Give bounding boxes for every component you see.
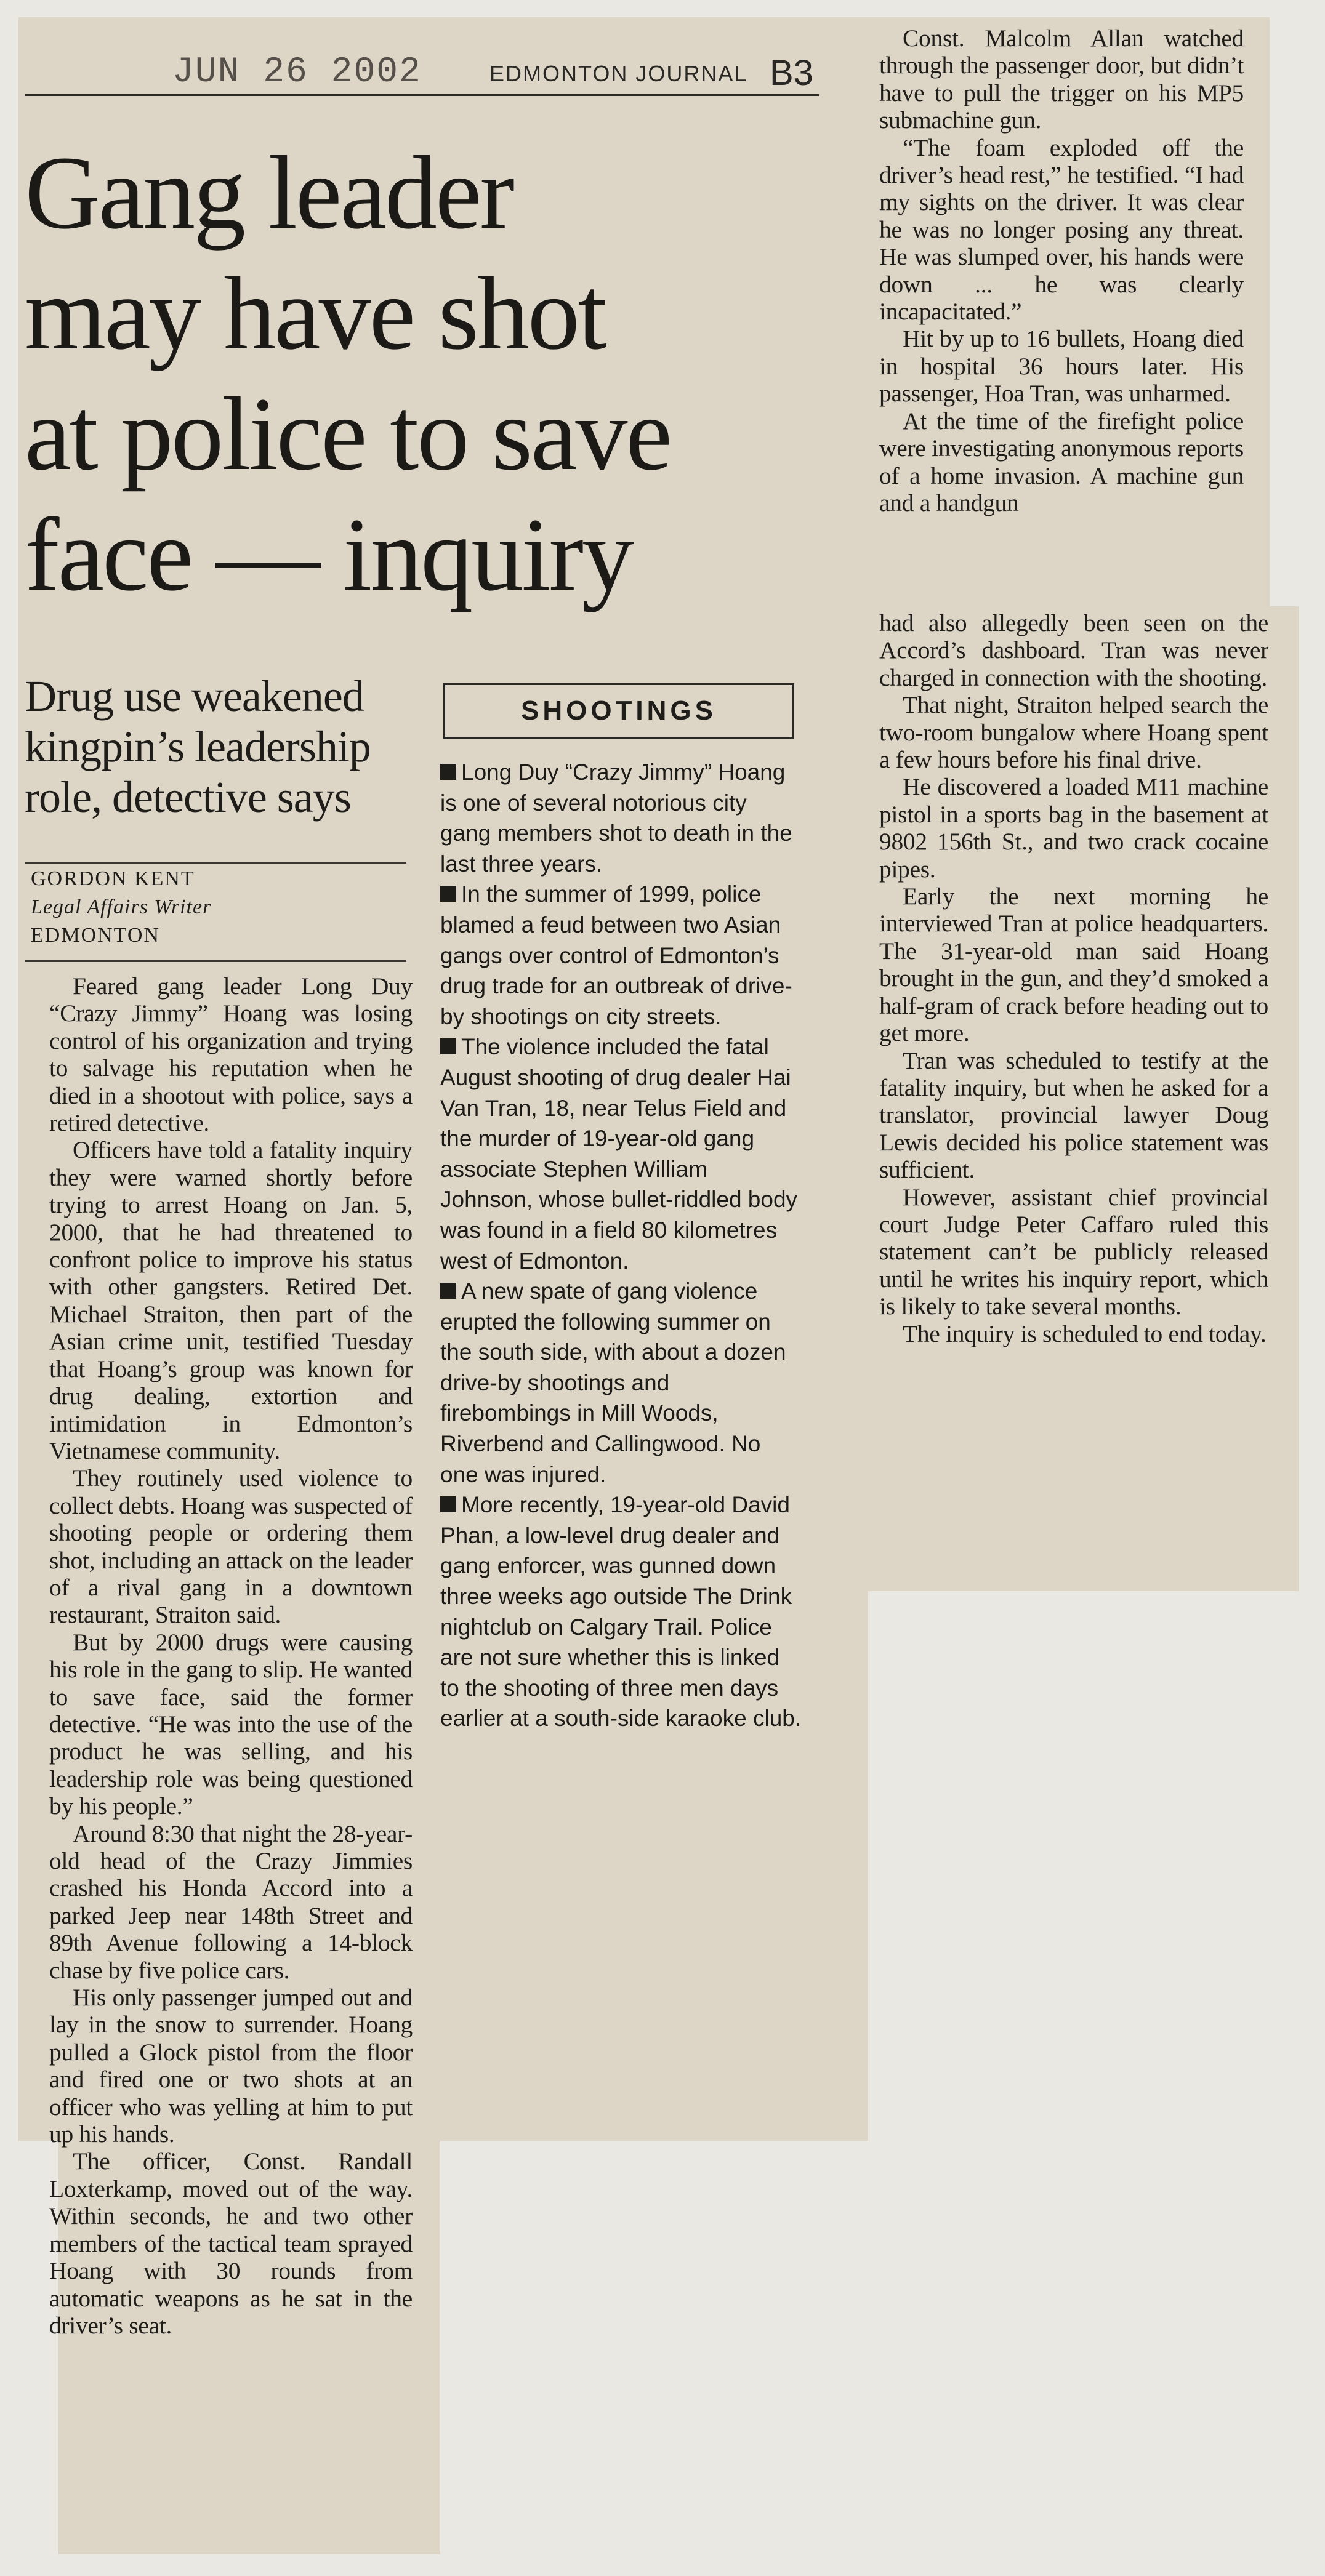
story-paragraph: Officers have told a fatality inquiry they were warned shortly before trying to arrest Hoang on Jan. 5, 2000, that he had threatened to confront police to improve his status with other gangsters. Retired Det. Michael Straiton, then part of the Asian crime unit, testified Tuesday that Hoang’s group was known for drug dealing, extortion and intimidation in Edmonton’s Vietnamese community. — [49, 1136, 413, 1464]
story-column-left — [49, 973, 413, 2339]
bullet-square-icon — [440, 886, 456, 902]
dateline — [25, 52, 819, 95]
story-paragraph: Tran was scheduled to testify at the fatality inquiry, but when he asked for a translator, provincial lawyer Doug Lewis decided his police statement was sufficient. — [879, 1046, 1268, 1184]
byline-rule — [25, 960, 406, 962]
headline-line: at police to save — [25, 376, 671, 492]
headline-line: Gang leader — [25, 135, 513, 251]
newspaper-name: EDMONTON JOURNAL — [489, 61, 748, 86]
story-paragraph: But by 2000 drugs were causing his role in the gang to slip. He wanted to save face, said the former detective. “He was into the use of the product he was selling, and his leadership role was being questioned by his people.” — [49, 1628, 413, 1820]
sidebar-label: SHOOTINGS — [443, 683, 794, 739]
story-paragraph: Const. Malcolm Allan watched through the passenger door, but didn’t have to pull the trigger on his MP5 submachine gun. — [879, 25, 1244, 134]
bullet-square-icon — [440, 764, 456, 780]
story-paragraph: Early the next morning he interviewed Tran at police headquarters. The 31-year-old man said Hoang brought in the gun, and they’d smoked a half-gram of crack before heading out to get more. — [879, 883, 1268, 1047]
headline-line: may have shot — [25, 255, 605, 371]
sidebar-item — [440, 879, 803, 1032]
story-paragraph: His only passenger jumped out and lay in the snow to surrender. Hoang pulled a Glock pistol from the floor and fired one or two shots at an officer who was yelling at him to put up his hands. — [49, 1984, 413, 2148]
story-paragraph: That night, Straiton helped search the two-room bungalow where Hoang spent a few hours before his final drive. — [879, 691, 1268, 774]
sidebar-item — [440, 1276, 803, 1490]
story-paragraph: However, assistant chief provincial court Judge Peter Caffaro ruled this statement can’t be publicly released until he writes his inquiry report, which is likely to take several months. — [879, 1183, 1268, 1320]
byline-author: GORDON KENT — [31, 867, 195, 890]
story-column-right-continuation — [879, 609, 1268, 1347]
page-number: B3 — [770, 53, 813, 93]
sidebar-item-text: Long Duy “Crazy Jimmy” Hoang is one of several notorious city gang members shot to death in the last three years. — [440, 760, 792, 877]
headline — [25, 132, 837, 615]
subheadline-line: kingpin’s leadership — [25, 722, 371, 771]
sidebar-item-text: More recently, 19-year-old David Phan, a low-level drug dealer and gang enforcer, was gunned down three weeks ago outside The Drink nightclub on Calgary Trail. Police are not sure whether this is linked to the shooting of three men days earlier at a south-side karaoke club. — [440, 1492, 802, 1731]
bullet-square-icon — [440, 1038, 456, 1054]
sidebar-item-text: In the summer of 1999, police blamed a feud between two Asian gangs over control of Edmonton’s drug trade for an outbreak of drive-by shootings on city streets. — [440, 881, 792, 1029]
story-paragraph: The officer, Const. Randall Loxterkamp, moved out of the way. Within seconds, he and two other members of the tactical team sprayed Hoang with 30 rounds from automatic weapons as he sat in the driver’s seat. — [49, 2148, 413, 2339]
story-paragraph: had also allegedly been seen on the Accord’s dashboard. Tran was never charged in connection with the shooting. — [879, 609, 1268, 691]
dateline-rule — [25, 94, 819, 96]
subheadline-line: role, detective says — [25, 772, 351, 822]
story-paragraph: Hit by up to 16 bullets, Hoang died in hospital 36 hours later. His passenger, Hoa Tran, was unharmed. — [879, 325, 1244, 407]
headline-line: face — inquiry — [25, 497, 633, 612]
bullet-square-icon — [440, 1283, 456, 1299]
story-column-right-top — [879, 25, 1244, 516]
byline-role: Legal Affairs Writer — [31, 896, 212, 918]
sidebar-shootings — [440, 757, 803, 1734]
date-stamp: JUN 26 2002 — [172, 52, 422, 92]
byline-location: EDMONTON — [31, 924, 160, 947]
subheadline — [25, 671, 406, 822]
byline — [31, 865, 400, 950]
byline-rule — [25, 862, 406, 864]
story-paragraph: At the time of the firefight police were investigating anonymous reports of a home invasion. A machine gun and a handgun — [879, 407, 1244, 516]
subheadline-line: Drug use weakened — [25, 672, 364, 721]
sidebar-item — [440, 1490, 803, 1734]
story-paragraph: “The foam exploded off the driver’s head rest,” he testified. “I had my sights on the driver. It was clear he was no longer posing any threat. He was slumped over, his hands were down ... he was clearly incapacitated.” — [879, 134, 1244, 326]
bullet-square-icon — [440, 1496, 456, 1512]
story-paragraph: The inquiry is scheduled to end today. — [903, 1320, 1267, 1347]
sidebar-item-text: The violence included the fatal August shooting of drug dealer Hai Van Tran, 18, near Telus Field and the murder of 19-year-old gang associate Stephen William Johnson, whose bullet-riddled body was found in a field 80 kilometres west of Edmonton. — [440, 1034, 798, 1274]
sidebar-item — [440, 1032, 803, 1276]
story-paragraph: Feared gang leader Long Duy “Crazy Jimmy” Hoang was losing control of his organization and trying to salvage his reputation when he died in a shootout with police, says a retired detective. — [49, 973, 413, 1137]
story-paragraph: He discovered a loaded M11 machine pistol in a sports bag in the basement at 9802 156th St., and two crack cocaine pipes. — [879, 773, 1268, 883]
sidebar-item-text: A new spate of gang violence erupted the following summer on the south side, with about a dozen drive-by shootings and firebombings in Mill Woods, Riverbend and Callingwood. No one was injured. — [440, 1278, 786, 1487]
story-paragraph: They routinely used violence to collect debts. Hoang was suspected of shooting people or ordering them shot, including an attack on the leader of a rival gang in a downtown restaurant, Straiton said. — [49, 1464, 413, 1629]
sidebar-item — [440, 757, 803, 879]
story-paragraph: Around 8:30 that night the 28-year-old head of the Crazy Jimmies crashed his Honda Accord into a parked Jeep near 148th Street and 89th Avenue following a 14-block chase by five police cars. — [49, 1820, 413, 1984]
